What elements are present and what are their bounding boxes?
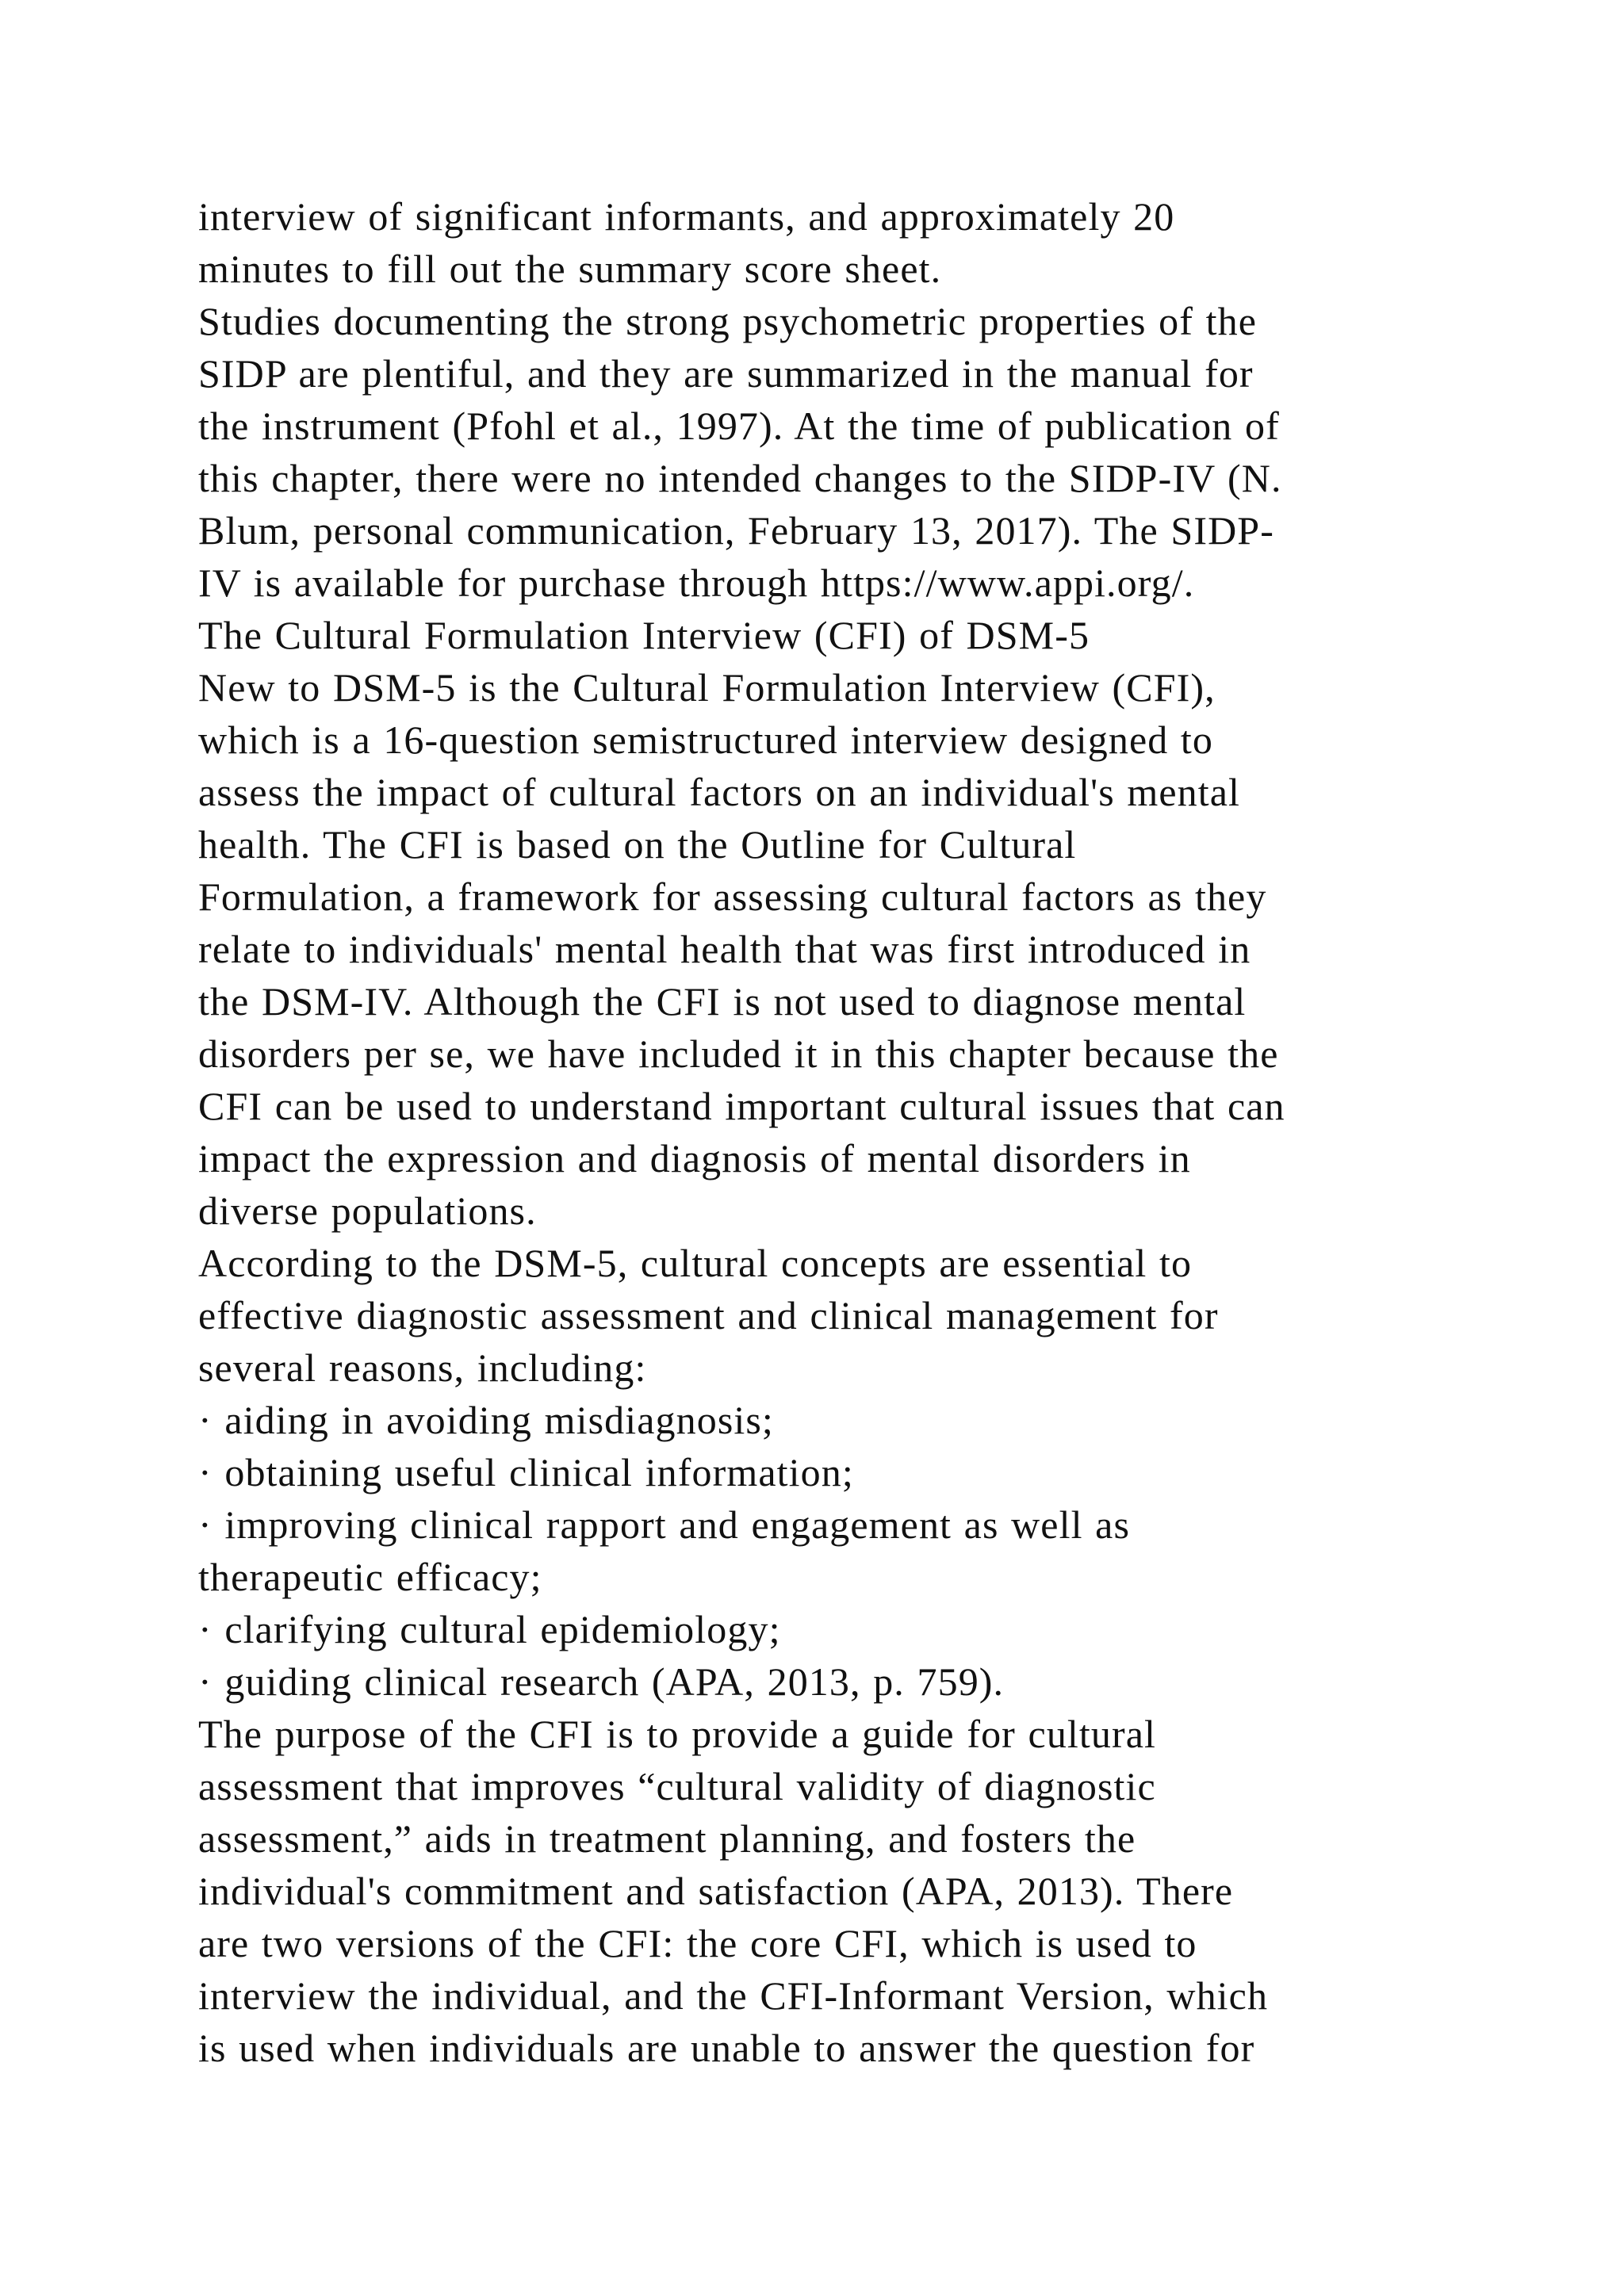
text-line: therapeutic efficacy; [198,1555,542,1599]
text-line: health. The CFI is based on the Outline for Cultural [198,822,1077,867]
text-line: this chapter, there were no intended changes to the SIDP-IV (N. [198,456,1282,500]
text-line: individual's commitment and satisfaction (APA, 2013). There [198,1869,1234,1913]
text-line: IV is available for purchase through https://www.appi.org/. [198,561,1195,605]
section-heading: The Cultural Formulation Interview (CFI) of DSM-5 [198,613,1090,657]
text-line: minutes to fill out the summary score sheet. [198,247,942,291]
text-line: Blum, personal communication, February 13, 2017). The SIDP- [198,508,1274,553]
bullet-item: · obtaining useful clinical information; [198,1450,854,1494]
text-line: impact the expression and diagnosis of mental disorders in [198,1136,1191,1181]
text-line: effective diagnostic assessment and clinical management for [198,1293,1219,1337]
text-line: relate to individuals' mental health that was first introduced in [198,927,1251,971]
text-line: The purpose of the CFI is to provide a guide for cultural [198,1712,1157,1756]
text-line: New to DSM-5 is the Cultural Formulation Interview (CFI), [198,665,1216,710]
bullet-item: · guiding clinical research (APA, 2013, p. 759). [198,1659,1005,1704]
text-line: According to the DSM-5, cultural concepts are essential to [198,1241,1193,1285]
bullet-item: · clarifying cultural epidemiology; [198,1607,781,1651]
text-line: the instrument (Pfohl et al., 1997). At the time of publication of [198,404,1280,448]
bullet-item: · aiding in avoiding misdiagnosis; [198,1398,774,1442]
text-line: diverse populations. [198,1188,537,1233]
text-line: disorders per se, we have included it in this chapter because the [198,1031,1279,1076]
text-line: several reasons, including: [198,1345,647,1390]
text-line: CFI can be used to understand important cultural issues that can [198,1084,1285,1128]
text-line: which is a 16-question semistructured interview designed to [198,718,1214,762]
text-line: interview the individual, and the CFI-Informant Version, which [198,1973,1269,2018]
text-line: assessment that improves “cultural validity of diagnostic [198,1764,1156,1808]
bullet-item: · improving clinical rapport and engagement as well as [198,1502,1131,1547]
text-line: interview of significant informants, and approximately 20 [198,194,1175,239]
text-line: assessment,” aids in treatment planning, and fosters the [198,1816,1136,1861]
text-line: SIDP are plentiful, and they are summarized in the manual for [198,351,1254,396]
text-line: are two versions of the CFI: the core CFI, which is used to [198,1921,1197,1965]
text-line: assess the impact of cultural factors on an individual's mental [198,770,1241,814]
text-line: the DSM-IV. Although the CFI is not used to diagnose mental [198,979,1247,1024]
text-line: Formulation, a framework for assessing cultural factors as they [198,874,1267,919]
body-text [198,190,1451,2074]
text-line: is used when individuals are unable to answer the question for [198,2026,1255,2070]
text-line: Studies documenting the strong psychometric properties of the [198,299,1258,343]
